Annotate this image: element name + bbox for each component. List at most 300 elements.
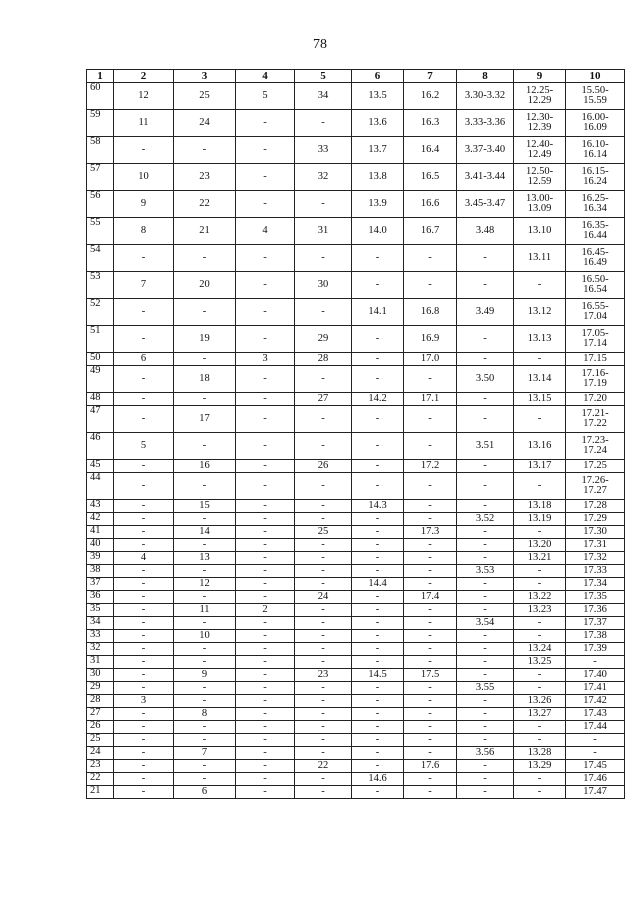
table-cell: - <box>295 786 352 799</box>
table-cell: 6 <box>174 786 236 799</box>
table-cell: 17.34 <box>566 578 625 591</box>
table-row <box>87 552 625 565</box>
table-cell: - <box>236 734 295 747</box>
table-cell: - <box>114 578 174 591</box>
table-cell: - <box>457 578 514 591</box>
table-cell: - <box>114 708 174 721</box>
table-cell: - <box>404 721 457 734</box>
table-cell: 17.44 <box>566 721 625 734</box>
table-cell: 8 <box>174 708 236 721</box>
table-cell: 22 <box>174 191 236 218</box>
table-cell: 14.6 <box>352 773 404 786</box>
table-header-row <box>87 70 625 83</box>
table-cell: - <box>352 353 404 366</box>
table-cell: 13.7 <box>352 137 404 164</box>
table-cell: - <box>457 734 514 747</box>
column-header: 5 <box>295 70 352 83</box>
table-cell: 21 <box>174 218 236 245</box>
table-cell: - <box>352 604 404 617</box>
table-cell: - <box>514 473 566 500</box>
table-cell: - <box>114 513 174 526</box>
table-cell: 16.7 <box>404 218 457 245</box>
table-cell: - <box>114 526 174 539</box>
table-cell: 17.26- 17.27 <box>566 473 625 500</box>
table-cell: - <box>514 406 566 433</box>
table-cell: - <box>457 591 514 604</box>
table-cell: 3.49 <box>457 299 514 326</box>
table-cell: 14.3 <box>352 500 404 513</box>
table-cell: 17.35 <box>566 591 625 604</box>
table-cell: 17.37 <box>566 617 625 630</box>
table-cell: - <box>404 366 457 393</box>
table-cell: - <box>236 406 295 433</box>
table-cell: - <box>352 460 404 473</box>
table-cell: 9 <box>174 669 236 682</box>
table-cell: - <box>352 695 404 708</box>
table-cell: 3.50 <box>457 366 514 393</box>
table-cell: - <box>404 604 457 617</box>
table-row <box>87 433 625 460</box>
table-cell: - <box>295 565 352 578</box>
table-cell: - <box>514 578 566 591</box>
table-cell: - <box>295 473 352 500</box>
table-cell: 56 <box>87 191 114 218</box>
table-cell: 16.2 <box>404 83 457 110</box>
table-row <box>87 604 625 617</box>
table-cell: - <box>457 721 514 734</box>
table-cell: 17.0 <box>404 353 457 366</box>
table-cell: - <box>174 773 236 786</box>
table-cell: - <box>404 513 457 526</box>
table-cell: 22 <box>295 760 352 773</box>
table-cell: - <box>514 617 566 630</box>
table-cell: - <box>295 747 352 760</box>
table-cell: 51 <box>87 326 114 353</box>
table-cell: - <box>114 460 174 473</box>
table-cell: - <box>457 539 514 552</box>
table-cell: 16.4 <box>404 137 457 164</box>
table-cell: - <box>295 433 352 460</box>
table-cell: - <box>457 353 514 366</box>
table-cell: 49 <box>87 366 114 393</box>
table-cell: - <box>566 656 625 669</box>
table-cell: 25 <box>87 734 114 747</box>
table-cell: - <box>295 299 352 326</box>
table-cell: - <box>114 473 174 500</box>
table-cell: - <box>236 110 295 137</box>
table-cell: 57 <box>87 164 114 191</box>
column-header: 3 <box>174 70 236 83</box>
table-cell: - <box>236 137 295 164</box>
table-cell: - <box>114 786 174 799</box>
table-cell: - <box>236 773 295 786</box>
table-cell: - <box>352 565 404 578</box>
table-row <box>87 393 625 406</box>
table-cell: 37 <box>87 578 114 591</box>
table-cell: 30 <box>295 272 352 299</box>
table-cell: - <box>114 539 174 552</box>
table-cell: 5 <box>236 83 295 110</box>
table-cell: 3.48 <box>457 218 514 245</box>
table-cell: 16.35- 16.44 <box>566 218 625 245</box>
table-cell: - <box>174 393 236 406</box>
table-cell: - <box>457 604 514 617</box>
table-cell: - <box>174 433 236 460</box>
table-cell: 25 <box>295 526 352 539</box>
table-cell: 17.38 <box>566 630 625 643</box>
table-cell: - <box>352 473 404 500</box>
table-row <box>87 669 625 682</box>
column-header: 6 <box>352 70 404 83</box>
table-row <box>87 110 625 137</box>
table-cell: 43 <box>87 500 114 513</box>
table-cell: 16.3 <box>404 110 457 137</box>
table-cell: 17.2 <box>404 460 457 473</box>
table-cell: - <box>404 656 457 669</box>
table-cell: - <box>404 747 457 760</box>
table-cell: 5 <box>114 433 174 460</box>
table-cell: 26 <box>87 721 114 734</box>
table-cell: - <box>114 245 174 272</box>
table-cell: - <box>514 786 566 799</box>
table-cell: 3.54 <box>457 617 514 630</box>
table-cell: 60 <box>87 83 114 110</box>
table-cell: - <box>236 643 295 656</box>
table-cell: 22 <box>87 773 114 786</box>
table-cell: 52 <box>87 299 114 326</box>
table-cell: - <box>236 656 295 669</box>
table-cell: 11 <box>174 604 236 617</box>
table-row <box>87 721 625 734</box>
table-cell: - <box>352 245 404 272</box>
table-cell: - <box>236 393 295 406</box>
table-cell: - <box>457 406 514 433</box>
table-cell: - <box>295 500 352 513</box>
table-cell: 17.5 <box>404 669 457 682</box>
table-row <box>87 218 625 245</box>
table-cell: 14.5 <box>352 669 404 682</box>
table-cell: 16.00- 16.09 <box>566 110 625 137</box>
table-cell: - <box>114 721 174 734</box>
table-cell: 17.45 <box>566 760 625 773</box>
table-cell: 53 <box>87 272 114 299</box>
table-cell: 54 <box>87 245 114 272</box>
table-row <box>87 747 625 760</box>
table-cell: 29 <box>295 326 352 353</box>
table-cell: - <box>457 695 514 708</box>
table-cell: - <box>295 539 352 552</box>
table-cell: - <box>457 786 514 799</box>
table-cell: 18 <box>174 366 236 393</box>
table-cell: 13.21 <box>514 552 566 565</box>
table-cell: - <box>457 708 514 721</box>
table-cell: - <box>295 513 352 526</box>
table-row <box>87 191 625 218</box>
table-row <box>87 137 625 164</box>
table-cell: - <box>114 326 174 353</box>
table-cell: - <box>404 617 457 630</box>
table-cell: - <box>457 760 514 773</box>
table-cell: - <box>114 617 174 630</box>
table-cell: 13.16 <box>514 433 566 460</box>
table-cell: - <box>114 591 174 604</box>
table-cell: 13.19 <box>514 513 566 526</box>
table-row <box>87 656 625 669</box>
table-cell: - <box>114 656 174 669</box>
table-cell: 24 <box>295 591 352 604</box>
table-cell: 10 <box>174 630 236 643</box>
page-number: 78 <box>313 37 327 52</box>
table-cell: 24 <box>87 747 114 760</box>
table-cell: - <box>352 734 404 747</box>
table-cell: 46 <box>87 433 114 460</box>
table-cell: - <box>236 591 295 604</box>
table-cell: - <box>457 473 514 500</box>
table-row <box>87 526 625 539</box>
table-cell: 13.15 <box>514 393 566 406</box>
table-row <box>87 734 625 747</box>
table-row <box>87 617 625 630</box>
table-cell: - <box>457 630 514 643</box>
table-cell: - <box>114 299 174 326</box>
table-cell: - <box>114 500 174 513</box>
table-cell: - <box>514 630 566 643</box>
table-cell: 17.31 <box>566 539 625 552</box>
table-cell: 3.55 <box>457 682 514 695</box>
table-cell: 30 <box>87 669 114 682</box>
table-cell: 3.30-3.32 <box>457 83 514 110</box>
table-cell: - <box>457 669 514 682</box>
table-cell: 6 <box>114 353 174 366</box>
table-cell: - <box>457 272 514 299</box>
table-cell: - <box>352 526 404 539</box>
table-cell: 16.50- 16.54 <box>566 272 625 299</box>
table-cell: - <box>236 682 295 695</box>
table-cell: - <box>236 272 295 299</box>
table-cell: 13.9 <box>352 191 404 218</box>
table-cell: - <box>174 656 236 669</box>
table-row <box>87 164 625 191</box>
table-row <box>87 578 625 591</box>
table-cell: 14.2 <box>352 393 404 406</box>
table-cell: 24 <box>174 110 236 137</box>
table-cell: 27 <box>87 708 114 721</box>
table-cell: 13.10 <box>514 218 566 245</box>
table-cell: 13.14 <box>514 366 566 393</box>
table-cell: 25 <box>174 83 236 110</box>
table-cell: - <box>514 526 566 539</box>
table-cell: - <box>404 406 457 433</box>
table-cell: - <box>236 539 295 552</box>
table-cell: - <box>295 578 352 591</box>
table-cell: - <box>404 539 457 552</box>
table-cell: - <box>236 433 295 460</box>
table-cell: 17.36 <box>566 604 625 617</box>
table-cell: - <box>236 578 295 591</box>
column-header: 10 <box>566 70 625 83</box>
table-row <box>87 513 625 526</box>
table-cell: - <box>457 326 514 353</box>
table-cell: 13.17 <box>514 460 566 473</box>
table-cell: - <box>514 565 566 578</box>
table-cell: - <box>295 656 352 669</box>
table-row <box>87 760 625 773</box>
table-cell: - <box>174 643 236 656</box>
table-cell: - <box>352 513 404 526</box>
table-row <box>87 695 625 708</box>
table-cell: 13.6 <box>352 110 404 137</box>
table-cell: 12 <box>174 578 236 591</box>
table-cell: - <box>174 353 236 366</box>
table-cell: - <box>174 473 236 500</box>
table-cell: 17.29 <box>566 513 625 526</box>
table-cell: - <box>295 245 352 272</box>
table-cell: - <box>457 526 514 539</box>
table-cell: 17.1 <box>404 393 457 406</box>
table-cell: 58 <box>87 137 114 164</box>
table-cell: 33 <box>87 630 114 643</box>
table-cell: - <box>236 366 295 393</box>
table-cell: 42 <box>87 513 114 526</box>
table-cell: - <box>236 630 295 643</box>
table-cell: 13.20 <box>514 539 566 552</box>
table-row <box>87 245 625 272</box>
table-cell: 3.41-3.44 <box>457 164 514 191</box>
table-cell: - <box>404 643 457 656</box>
table-cell: - <box>236 617 295 630</box>
table-cell: 17.40 <box>566 669 625 682</box>
table-cell: 17.28 <box>566 500 625 513</box>
table-cell: 32 <box>87 643 114 656</box>
table-cell: - <box>174 565 236 578</box>
table-cell: 3.45-3.47 <box>457 191 514 218</box>
table-cell: 3.37-3.40 <box>457 137 514 164</box>
table-cell: - <box>404 734 457 747</box>
table-cell: - <box>114 747 174 760</box>
table-cell: 7 <box>114 272 174 299</box>
table-cell: 16.9 <box>404 326 457 353</box>
table-cell: - <box>352 591 404 604</box>
table-cell: 23 <box>174 164 236 191</box>
table-cell: - <box>295 734 352 747</box>
table-cell: - <box>236 760 295 773</box>
table-cell: - <box>174 137 236 164</box>
table-cell: - <box>352 406 404 433</box>
table-cell: - <box>352 617 404 630</box>
table-cell: 10 <box>114 164 174 191</box>
table-cell: 13.5 <box>352 83 404 110</box>
table-cell: - <box>236 786 295 799</box>
table-cell: - <box>514 734 566 747</box>
table-cell: 41 <box>87 526 114 539</box>
table-row <box>87 539 625 552</box>
table-cell: 17.30 <box>566 526 625 539</box>
table-cell: 4 <box>114 552 174 565</box>
table-cell: 16.55- 17.04 <box>566 299 625 326</box>
table-cell: - <box>404 695 457 708</box>
table-cell: 34 <box>87 617 114 630</box>
table-cell: 3.52 <box>457 513 514 526</box>
table-cell: - <box>174 721 236 734</box>
table-cell: - <box>404 786 457 799</box>
table-cell: 13.26 <box>514 695 566 708</box>
table-cell: - <box>295 721 352 734</box>
table-cell: - <box>457 245 514 272</box>
table-cell: - <box>514 682 566 695</box>
table-cell: 8 <box>114 218 174 245</box>
table-row <box>87 272 625 299</box>
table-cell: 29 <box>87 682 114 695</box>
table-cell: - <box>174 539 236 552</box>
table-cell: - <box>236 500 295 513</box>
table-cell: - <box>352 643 404 656</box>
column-header: 8 <box>457 70 514 83</box>
table-cell: 16 <box>174 460 236 473</box>
table-cell: - <box>404 708 457 721</box>
table-cell: 17.21- 17.22 <box>566 406 625 433</box>
table-cell: - <box>352 630 404 643</box>
table-cell: 45 <box>87 460 114 473</box>
table-cell: 13.23 <box>514 604 566 617</box>
table-row <box>87 773 625 786</box>
table-cell: 11 <box>114 110 174 137</box>
table-cell: 16.45- 16.49 <box>566 245 625 272</box>
table-cell: 17.32 <box>566 552 625 565</box>
table-cell: - <box>236 164 295 191</box>
table-cell: 13.11 <box>514 245 566 272</box>
table-cell: - <box>174 513 236 526</box>
table-cell: 4 <box>236 218 295 245</box>
table-cell: 17.4 <box>404 591 457 604</box>
table-cell: - <box>236 460 295 473</box>
table-cell: - <box>295 552 352 565</box>
table-cell: 3 <box>114 695 174 708</box>
table-cell: 2 <box>236 604 295 617</box>
table-cell: 16.25- 16.34 <box>566 191 625 218</box>
table-cell: - <box>174 734 236 747</box>
table-cell: - <box>236 513 295 526</box>
table-cell: - <box>236 245 295 272</box>
table-cell: - <box>352 326 404 353</box>
table-cell: 13.29 <box>514 760 566 773</box>
table-cell: 12.40- 12.49 <box>514 137 566 164</box>
table-cell: 17.47 <box>566 786 625 799</box>
table-cell: - <box>174 299 236 326</box>
table-cell: 15.50- 15.59 <box>566 83 625 110</box>
table-cell: 48 <box>87 393 114 406</box>
table-cell: 28 <box>295 353 352 366</box>
table-row <box>87 353 625 366</box>
table-cell: - <box>457 656 514 669</box>
table-cell: - <box>514 773 566 786</box>
table-cell: 3.33-3.36 <box>457 110 514 137</box>
table-cell: - <box>236 695 295 708</box>
table-cell: - <box>352 708 404 721</box>
table-cell: - <box>352 747 404 760</box>
table-cell: - <box>352 552 404 565</box>
table-cell: 44 <box>87 473 114 500</box>
table-row <box>87 83 625 110</box>
column-header: 9 <box>514 70 566 83</box>
table-cell: 13.27 <box>514 708 566 721</box>
table-cell: 16.6 <box>404 191 457 218</box>
table-cell: 32 <box>295 164 352 191</box>
table-cell: 20 <box>174 272 236 299</box>
table-cell: - <box>236 669 295 682</box>
table-cell: - <box>174 617 236 630</box>
table-cell: - <box>114 682 174 695</box>
table-row <box>87 708 625 721</box>
